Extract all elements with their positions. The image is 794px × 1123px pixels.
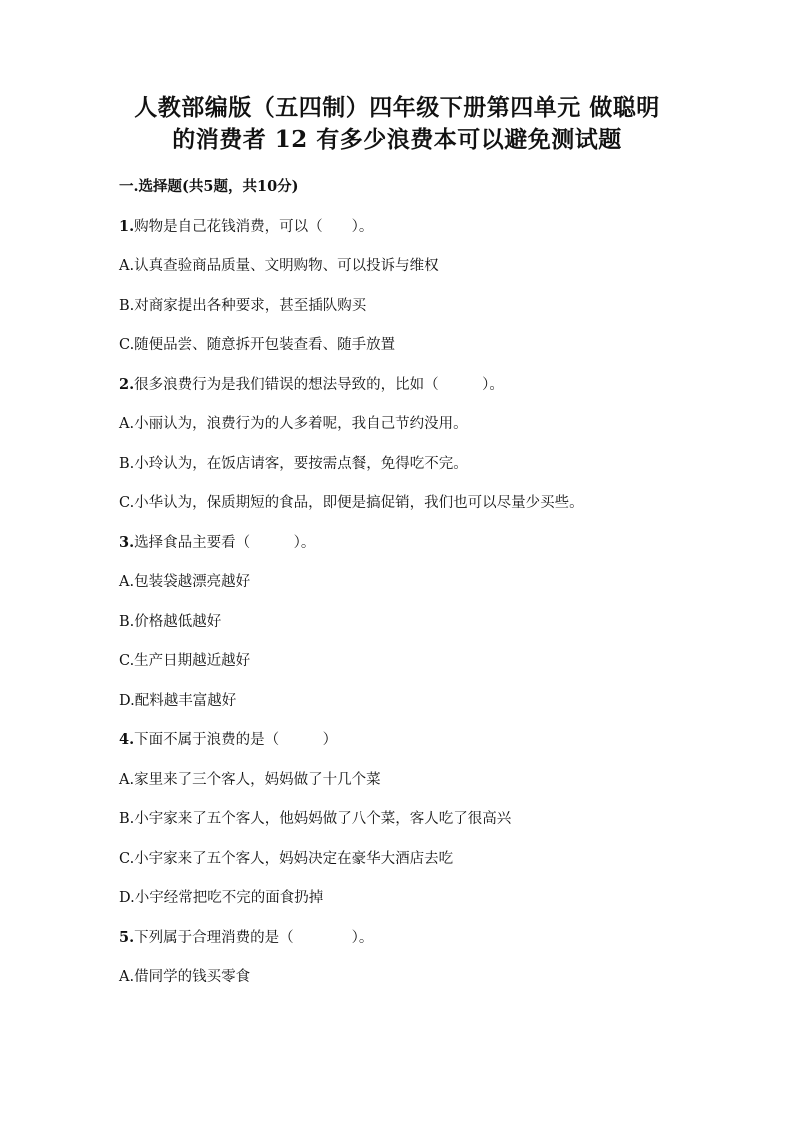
question-stem: 购物是自己花钱消费，可以（ ）。 [134, 218, 374, 235]
option-2b: B.小玲认为，在饭店请客，要按需点餐，免得吃不完。 [119, 455, 468, 472]
option-2c: C.小华认为，保质期短的食品，即便是搞促销，我们也可以尽量少买些。 [119, 495, 584, 511]
question-number: 4. [119, 731, 135, 748]
section-heading: 一.选择题(共5题，共10分) [119, 178, 299, 195]
option-3d: D.配料越丰富越好 [119, 692, 237, 709]
option-1c: C.随便品尝、随意拆开包装查看、随手放置 [119, 337, 396, 353]
question-4 [119, 730, 719, 770]
option-4a: A.家里来了三个客人，妈妈做了十几个菜 [119, 771, 381, 788]
question-number: 3. [119, 533, 135, 551]
question-stem: 选择食品主要看（ ）。 [134, 534, 316, 551]
question-2 [119, 375, 719, 415]
option-4b: B.小宇家来了五个客人，他妈妈做了八个菜，客人吃了很高兴 [119, 811, 512, 827]
question-number: 5. [119, 928, 135, 946]
option-3c: C.生产日期越近越好 [119, 653, 251, 669]
question-stem: 下列属于合理消费的是（ ）。 [134, 929, 374, 946]
question-1 [119, 217, 719, 257]
title-line-1: 人教部编版（五四制）四年级下册第四单元 做聪明 [134, 94, 660, 121]
title-line-2: 的消费者 12 有多少浪费本可以避免测试题 [172, 126, 622, 153]
question-stem: 下面不属于浪费的是（ ） [134, 732, 338, 748]
option-4d: D.小宇经常把吃不完的面食扔掉 [119, 890, 324, 906]
option-4c: C.小宇家来了五个客人，妈妈决定在豪华大酒店去吃 [119, 850, 454, 867]
question-number: 1. [119, 217, 135, 235]
question-list [119, 177, 719, 1007]
document-title [0, 92, 794, 156]
option-1b: B.对商家提出各种要求，甚至插队购买 [119, 297, 367, 314]
question-3 [119, 533, 719, 573]
option-3a: A.包装袋越漂亮越好 [119, 574, 251, 590]
option-3b: B.价格越低越好 [119, 613, 222, 630]
option-5a: A.借同学的钱买零食 [119, 969, 251, 985]
question-5 [119, 928, 719, 968]
question-number: 2. [119, 375, 135, 393]
option-2a: A.小丽认为，浪费行为的人多着呢，我自己节约没用。 [119, 416, 468, 432]
question-stem: 很多浪费行为是我们错误的想法导致的，比如（ ）。 [134, 376, 504, 393]
option-1a: A.认真查验商品质量、文明购物、可以投诉与维权 [119, 258, 439, 274]
